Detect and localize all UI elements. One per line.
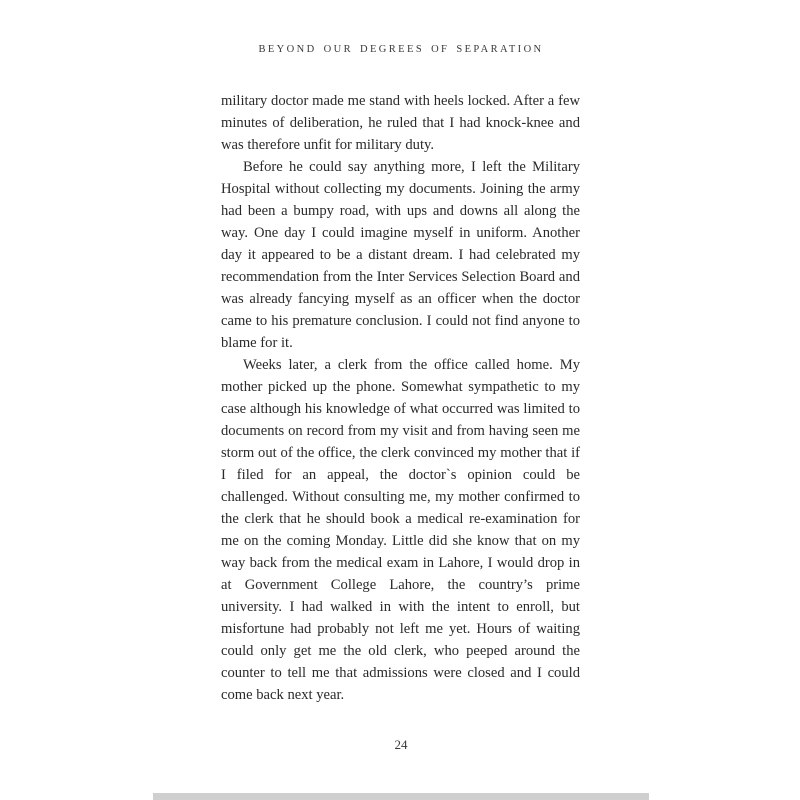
running-head: BEYOND OUR DEGREES OF SEPARATION [258, 44, 544, 55]
body-text [221, 90, 580, 706]
paragraph-3: Weeks later, a clerk from the office called home. My mother picked up the phone. Somewhat sympathetic to my case although his knowledge of what occurred was limited to documents on record from my visit and from having seen me storm out of the office, the clerk convinced my mother that if I filed for an appeal, the doctor`s opinion could be challenged. Without consulting me, my mother confirmed to the clerk that he should book a medical re-examination for me on the coming Monday. Little did she know that on my way back from the medical exam in Lahore, I would drop in at Government College Lahore, the country’s prime university. I had walked in with the intent to enroll, but misfortune had probably not left me yet. Hours of waiting could only get me the old clerk, who peeped around the counter to tell me that admissions were closed and I could come back next year. [221, 357, 580, 703]
paragraph-2: Before he could say anything more, I left the Military Hospital without collecting my documents. Joining the army had been a bumpy road, with ups and downs all along the way. One day I could imagine myself in uniform. Another day it appeared to be a distant dream. I had celebrated my recommendation from the Inter Services Selection Board and was already fancying myself as an officer when the doctor came to his premature conclusion. I could not find anyone to blame for it. [221, 159, 580, 351]
paragraph-1: military doctor made me stand with heels locked. After a few minutes of deliberation, he ruled that I had knock-knee and was therefore unfit for military duty. [221, 93, 580, 153]
book-page [153, 0, 649, 793]
page-number: 24 [394, 737, 408, 752]
page-bottom-edge [153, 793, 649, 800]
